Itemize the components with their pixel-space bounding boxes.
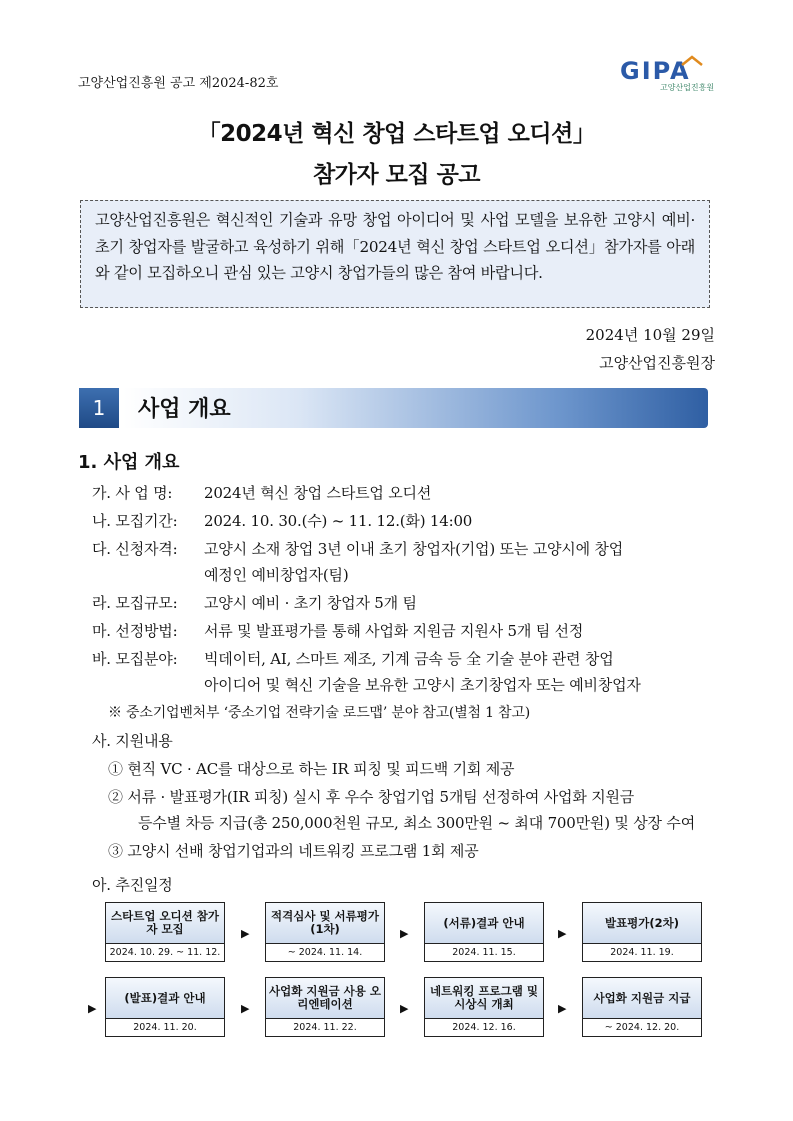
schedule-step-date: ~ 2024. 12. 20.: [604, 1022, 680, 1033]
schedule-step-title: 스타트업 오디션 참가자 모집: [106, 903, 224, 944]
logo-icon: [620, 55, 720, 85]
item-label: 바. 모집분야:: [92, 650, 178, 668]
schedule-step-date: ~ 2024. 11. 14.: [287, 947, 363, 958]
schedule-step-title: 사업화 지원금 사용 오리엔테이션: [266, 978, 384, 1019]
schedule-step: [424, 977, 544, 1037]
item-scale: [92, 592, 417, 613]
support-item-2: ② 서류 · 발표평가(IR 피칭) 실시 후 우수 창업기업 5개팀 선정하여 사업화 지원금: [108, 788, 635, 806]
schedule-step-date: 2024. 10. 29. ~ 11. 12.: [109, 947, 221, 958]
item-method: [92, 620, 583, 641]
schedule-step-date: 2024. 11. 22.: [293, 1022, 357, 1033]
schedule-step-date: 2024. 11. 20.: [133, 1022, 197, 1033]
item-field: [92, 648, 614, 669]
schedule-step-title: 적격심사 및 서류평가(1차): [266, 903, 384, 944]
item-eligibility: [92, 538, 623, 559]
schedule-step-date: 2024. 11. 15.: [452, 947, 516, 958]
logo-text: GIPA: [620, 57, 691, 85]
item-field-cont: 아이디어 및 혁신 기술을 보유한 고양시 초기창업자 또는 예비창업자: [204, 676, 641, 694]
item-label: 마. 선정방법:: [92, 622, 178, 640]
schedule-step-title: (발표)결과 안내: [106, 978, 224, 1019]
item-label: 다. 신청자격:: [92, 540, 178, 558]
item-eligibility-cont: 예정인 예비창업자(팀): [204, 566, 349, 584]
arrow-right-icon: ▶: [241, 927, 250, 940]
item-period: [92, 510, 472, 531]
issuer: 고양산업진흥원장: [599, 354, 715, 372]
support-item-2-cont: 등수별 차등 지급(총 250,000천원 규모, 최소 300만원 ~ 최대 700만원) 및 상장 수여: [138, 814, 695, 832]
schedule-step: [105, 977, 225, 1037]
schedule-step: [582, 977, 702, 1037]
schedule-step-title: 발표평가(2차): [583, 903, 701, 944]
schedule-step-title: 사업화 지원금 지급: [583, 978, 701, 1019]
schedule-step-date: 2024. 11. 19.: [610, 947, 674, 958]
section-title: 사업 개요: [138, 397, 231, 422]
support-item-1: ① 현직 VC · AC를 대상으로 하는 IR 피칭 및 피드백 기회 제공: [108, 760, 515, 778]
item-text: 고양시 예비 · 초기 창업자 5개 팀: [204, 594, 417, 612]
schedule-label: 아. 추진일정: [92, 876, 173, 894]
support-item-3: ③ 고양시 선배 창업기업과의 네트워킹 프로그램 1회 제공: [108, 842, 479, 860]
item-text: 서류 및 발표평가를 통해 사업화 지원금 지원사 5개 팀 선정: [204, 622, 584, 640]
page-title-line1: 「2024년 혁신 창업 스타트업 오디션」: [197, 121, 596, 147]
item-label: 나. 모집기간:: [92, 512, 178, 530]
arrow-right-icon: ▶: [400, 1002, 409, 1015]
arrow-right-icon: ▶: [241, 1002, 250, 1015]
schedule-step: [424, 902, 544, 962]
schedule-step: [582, 902, 702, 962]
support-label: 사. 지원내용: [92, 732, 173, 750]
schedule-step: [265, 977, 385, 1037]
note: ※ 중소기업벤처부 ‘중소기업 전략기술 로드맵’ 분야 참고(별첨 1 참고): [108, 705, 530, 721]
arrow-right-icon: ▶: [558, 1002, 567, 1015]
item-text: 2024년 혁신 창업 스타트업 오디션: [204, 484, 432, 502]
schedule-step-title: (서류)결과 안내: [425, 903, 543, 944]
section-number: 1: [79, 388, 119, 428]
schedule-step: [265, 902, 385, 962]
item-label: 가. 사 업 명:: [92, 484, 173, 502]
gipa-logo: [620, 55, 720, 95]
schedule-step-title: 네트워킹 프로그램 및 시상식 개최: [425, 978, 543, 1019]
schedule-step-date: 2024. 12. 16.: [452, 1022, 516, 1033]
logo-subtext: 고양산업진흥원: [660, 83, 715, 92]
item-text: 고양시 소재 창업 3년 이내 초기 창업자(기업) 또는 고양시에 창업: [204, 540, 624, 558]
item-text: 빅데이터, AI, 스마트 제조, 기계 금속 등 全 기술 분야 관련 창업: [204, 650, 614, 668]
notice-number: 고양산업진흥원 공고 제2024-82호: [78, 76, 279, 91]
arrow-right-icon: ▶: [88, 1002, 97, 1015]
notice-date: 2024년 10월 29일: [585, 326, 715, 344]
subsection-title: 1. 사업 개요: [78, 452, 180, 473]
item-text: 2024. 10. 30.(수) ~ 11. 12.(화) 14:00: [204, 512, 473, 530]
intro-box: 고양산업진흥원은 혁신적인 기술과 유망 창업 아이디어 및 사업 모델을 보유한 고양시 예비·초기 창업자를 발굴하고 육성하기 위해「2024년 혁신 창업 스타트업 오디션」참가자를 아래와 같이 모집하오니 관심 있는 고양시 창업가들의 많은 참여 바랍니다.: [80, 200, 710, 308]
item-label: 라. 모집규모:: [92, 594, 178, 612]
page-title-line2: 참가자 모집 공고: [312, 162, 481, 188]
schedule-step: [105, 902, 225, 962]
arrow-right-icon: ▶: [558, 927, 567, 940]
arrow-right-icon: ▶: [400, 927, 409, 940]
item-name: [92, 482, 431, 503]
